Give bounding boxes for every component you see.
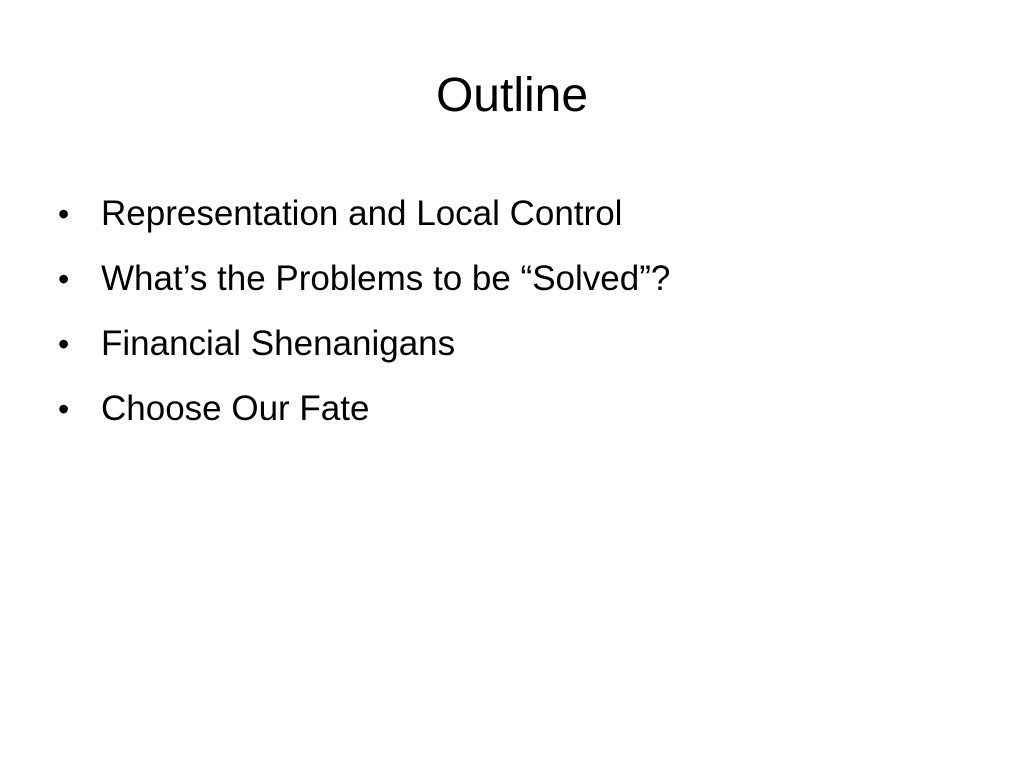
list-item xyxy=(58,186,978,251)
outline-list xyxy=(58,186,978,446)
bullet-icon: • xyxy=(58,261,70,297)
bullet-icon: • xyxy=(58,196,70,232)
list-item xyxy=(58,251,978,316)
slide-title: Outline xyxy=(435,69,589,122)
list-item-text: Choose Our Fate xyxy=(101,389,370,428)
bullet-icon: • xyxy=(58,326,70,362)
list-item xyxy=(58,381,978,446)
list-item-text: Financial Shenanigans xyxy=(101,324,456,363)
list-item-text: What’s the Problems to be “Solved”? xyxy=(101,259,671,298)
bullet-icon: • xyxy=(58,391,70,427)
list-item-text: Representation and Local Control xyxy=(101,194,623,233)
list-item xyxy=(58,316,978,381)
